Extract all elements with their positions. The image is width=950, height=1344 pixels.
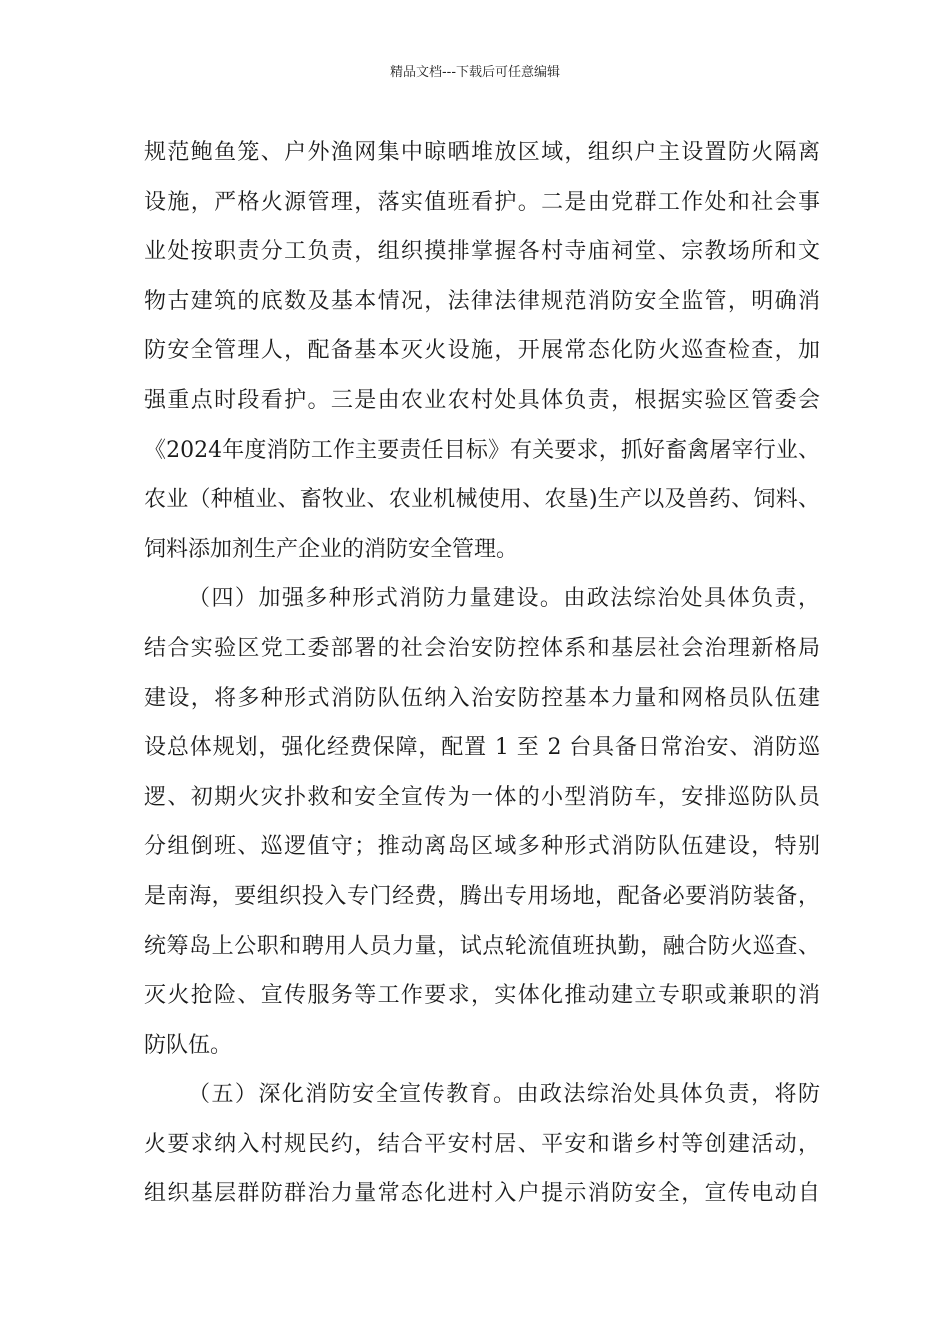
paragraph-line: 统筹岛上公职和聘用人员力量，试点轮流值班执勤，融合防火巡查、 bbox=[144, 933, 820, 959]
paragraph-line: 分组倒班、巡逻值守；推动离岛区域多种形式消防队伍建设，特别 bbox=[144, 834, 820, 860]
paragraph-line: 强重点时段看护。三是由农业农村处具体负责，根据实验区管委会 bbox=[144, 387, 820, 413]
paragraph-line: 防安全管理人，配备基本灭火设施，开展常态化防火巡查检查，加 bbox=[144, 338, 820, 364]
paragraph-line: 物古建筑的底数及基本情况，法律法律规范消防安全监管，明确消 bbox=[144, 288, 820, 314]
paragraph-line: 火要求纳入村规民约，结合平安村居、平安和谐乡村等创建活动， bbox=[144, 1131, 820, 1157]
paragraph-line: （四）加强多种形式消防力量建设。由政法综治处具体负责， bbox=[188, 586, 820, 612]
paragraph-line: 是南海，要组织投入专门经费，腾出专用场地，配备必要消防装备， bbox=[144, 883, 820, 909]
paragraph-line: 组织基层群防群治力量常态化进村入户提示消防安全，宣传电动自 bbox=[144, 1181, 820, 1207]
paragraph-line: 业处按职责分工负责，组织摸排掌握各村寺庙祠堂、宗教场所和文 bbox=[144, 239, 820, 265]
paragraph-line: 逻、初期火灾扑救和安全宣传为一体的小型消防车，安排巡防队员 bbox=[144, 784, 820, 810]
paragraph-line: 建设，将多种形式消防队伍纳入治安防控基本力量和网格员队伍建 bbox=[144, 685, 820, 711]
paragraph-line: 规范鲍鱼笼、户外渔网集中晾晒堆放区域，组织户主设置防火隔离 bbox=[144, 140, 820, 165]
paragraph-line: 防队伍。 bbox=[144, 1032, 233, 1058]
page-header: 精品文档---下载后可任意编辑 bbox=[389, 65, 561, 80]
paragraph-line: 设总体规划，强化经费保障，配置 1 至 2 台具备日常治安、消防巡 bbox=[144, 735, 820, 761]
paragraph-line: 饲料添加剂生产企业的消防安全管理。 bbox=[144, 536, 519, 562]
document-body bbox=[144, 128, 820, 1219]
paragraph-line: （五）深化消防安全宣传教育。由政法综治处具体负责，将防 bbox=[188, 1082, 820, 1108]
paragraph-line: 结合实验区党工委部署的社会治安防控体系和基层社会治理新格局 bbox=[144, 635, 820, 661]
paragraph-line: 农业（种植业、畜牧业、农业机械使用、农垦)生产以及兽药、饲料、 bbox=[144, 487, 820, 513]
paragraph-line: 设施，严格火源管理，落实值班看护。二是由党群工作处和社会事 bbox=[144, 189, 820, 215]
paragraph-line: 《2024年度消防工作主要责任目标》有关要求，抓好畜禽屠宰行业、 bbox=[144, 437, 820, 463]
paragraph-line: 灭火抢险、宣传服务等工作要求，实体化推动建立专职或兼职的消 bbox=[144, 983, 820, 1009]
